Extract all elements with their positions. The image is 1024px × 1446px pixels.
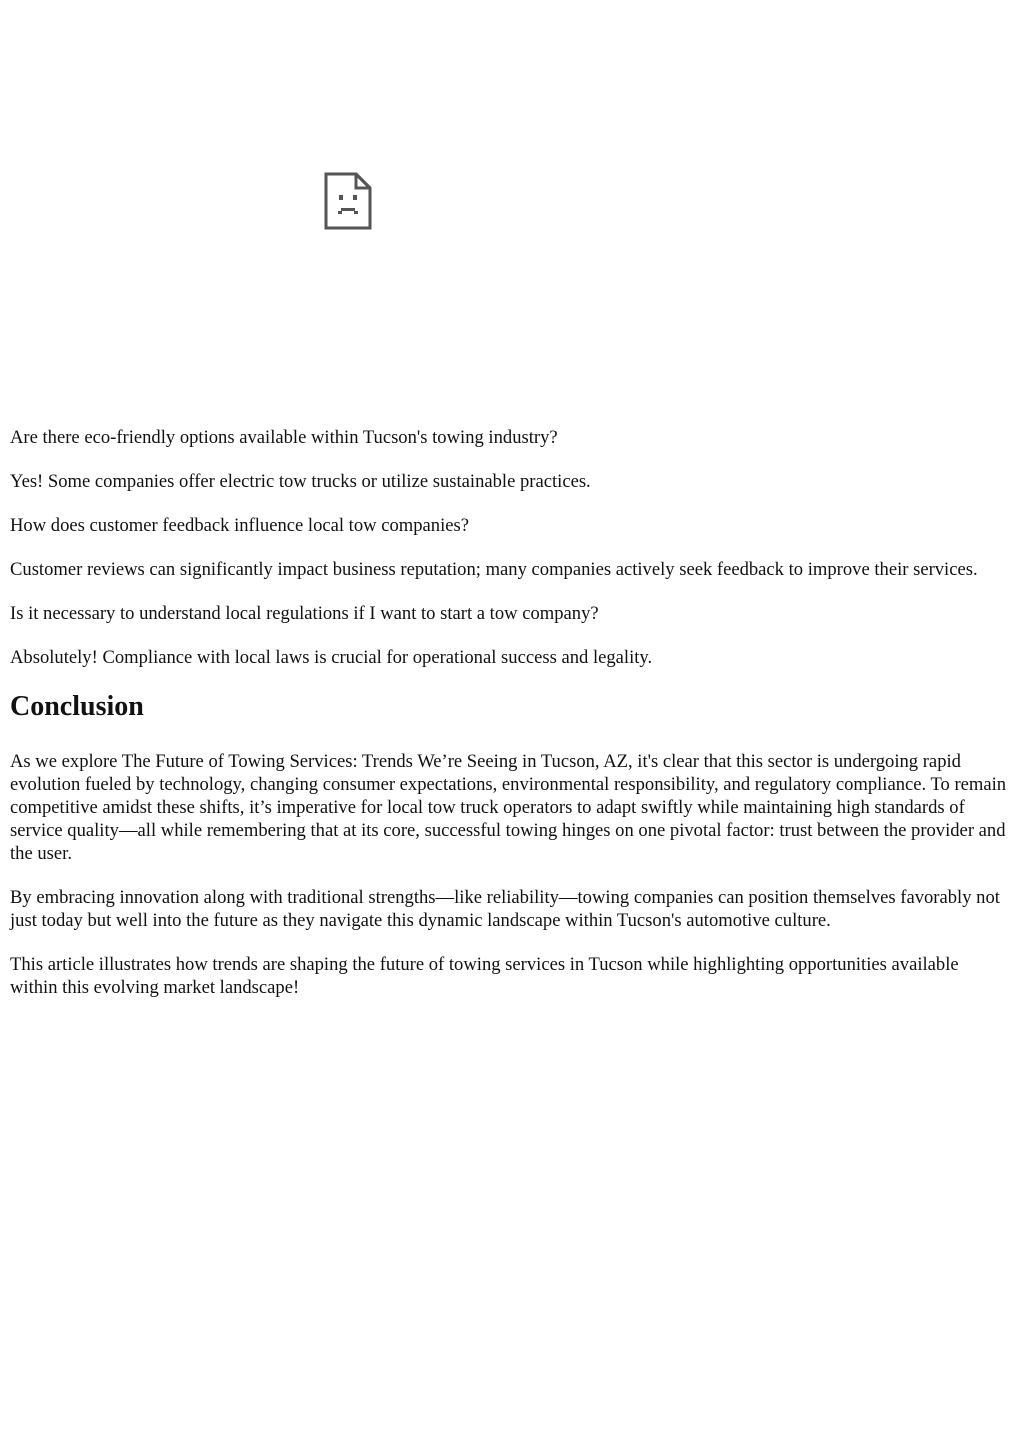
article-content bbox=[10, 426, 1010, 1020]
broken-image-icon bbox=[323, 171, 373, 231]
faq-question: Is it necessary to understand local regulations if I want to start a tow company? bbox=[10, 603, 599, 624]
conclusion-paragraph: This article illustrates how trends are shaping the future of towing services in Tucson while highlighting opportunities available within this evolving market landscape! bbox=[10, 954, 959, 998]
conclusion-heading: Conclusion bbox=[10, 691, 144, 722]
faq-question: Are there eco-friendly options available within Tucson's towing industry? bbox=[10, 427, 558, 448]
conclusion-paragraph: As we explore The Future of Towing Services: Trends We’re Seeing in Tucson, AZ, it's clear that this sector is undergoing rapid evolution fueled by technology, changing consumer expectations, environmental responsibility, and regulatory compliance. To remain competitive amidst these shifts, it’s imperative for local tow truck operators to adapt swiftly while maintaining high standards of service quality—all while remembering that at its core, successful towing hinges on one pivotal factor: trust between the provider and the user. bbox=[10, 751, 1007, 864]
faq-answer: Customer reviews can significantly impact business reputation; many companies actively seek feedback to improve their services. bbox=[10, 559, 978, 580]
faq-question: How does customer feedback influence local tow companies? bbox=[10, 515, 469, 536]
faq-answer: Yes! Some companies offer electric tow trucks or utilize sustainable practices. bbox=[10, 471, 591, 492]
conclusion-paragraph: By embracing innovation along with traditional strengths—like reliability—towing companies can position themselves favorably not just today but well into the future as they navigate this dynamic landscape within Tucson's automotive culture. bbox=[10, 887, 1000, 931]
faq-answer: Absolutely! Compliance with local laws is crucial for operational success and legality. bbox=[10, 647, 653, 668]
